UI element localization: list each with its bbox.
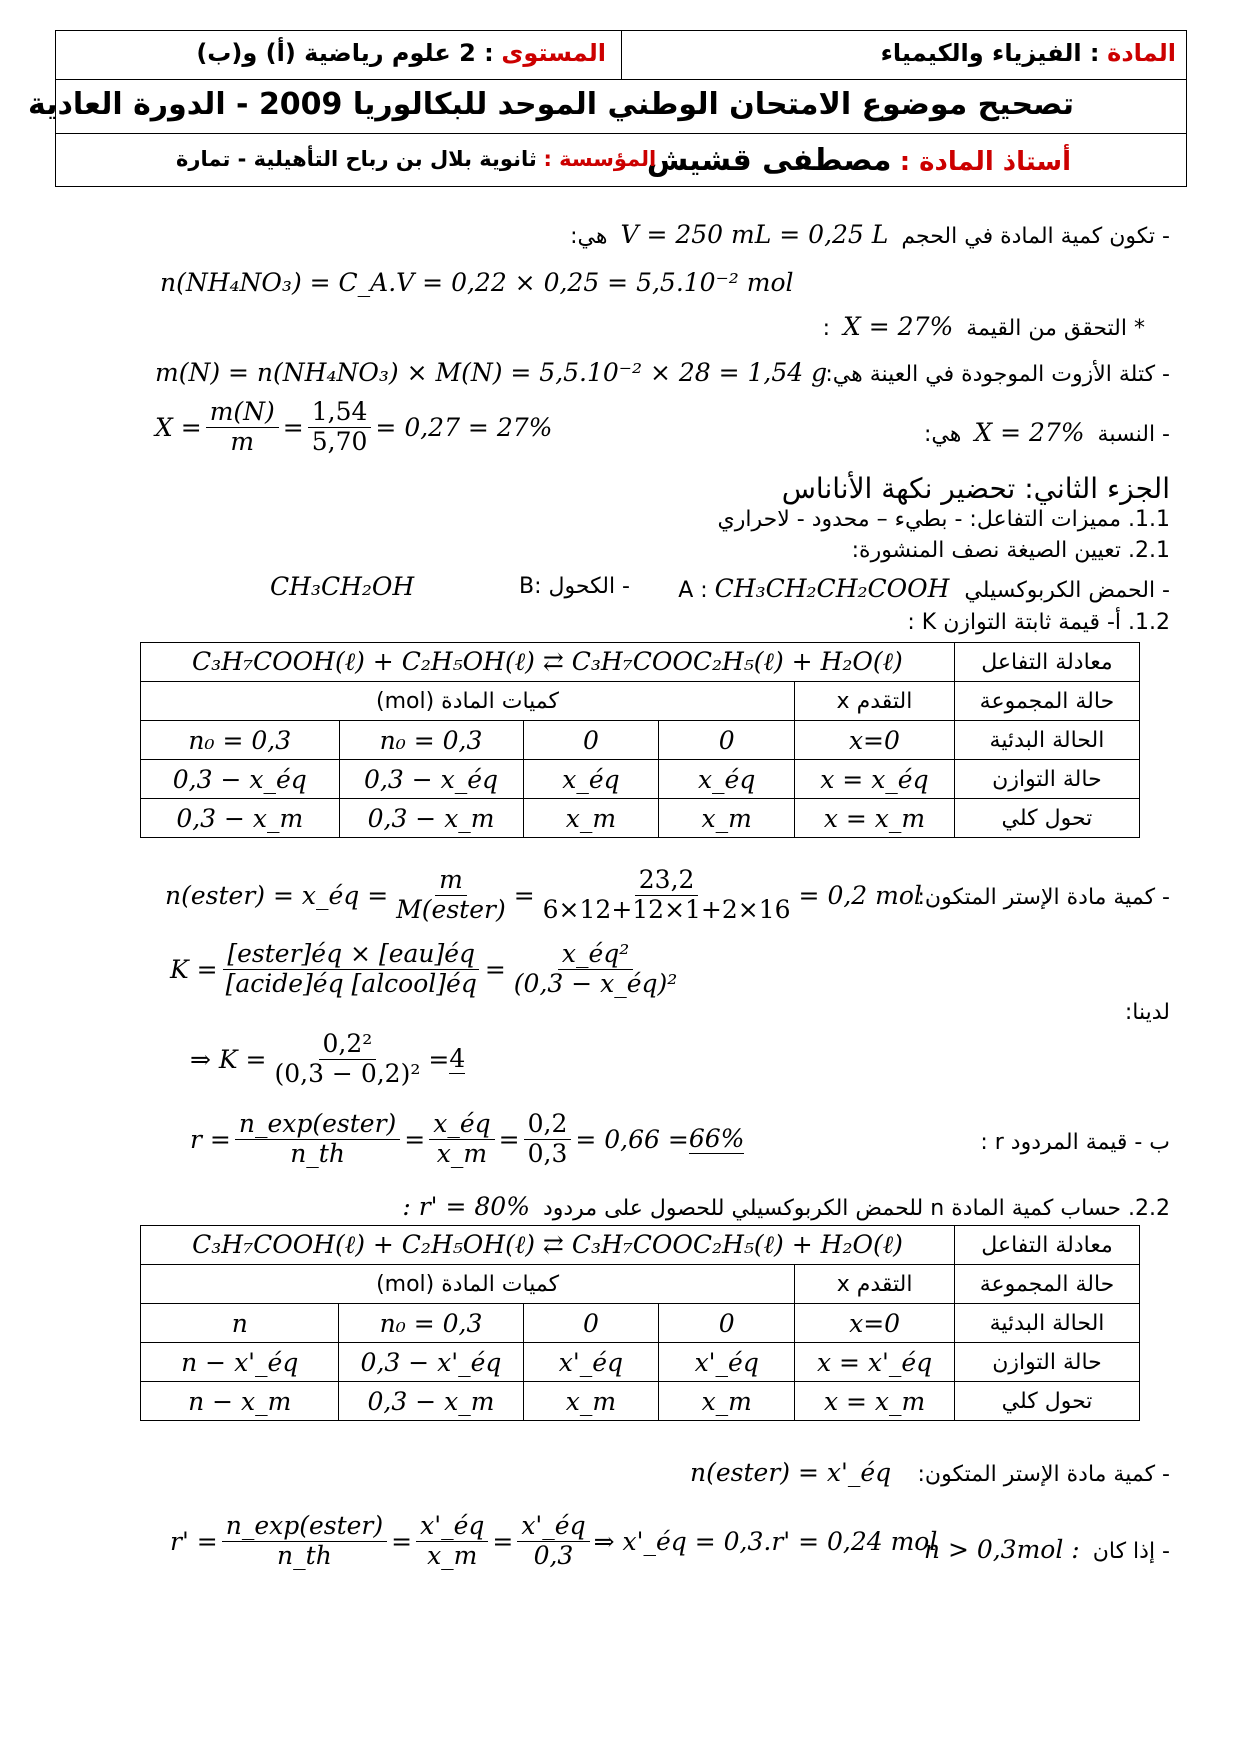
teacher-cell bbox=[647, 143, 1071, 178]
alcohol-formula: CH₃CH₂OH bbox=[270, 572, 415, 601]
k-num: [ester]éq × [eau]éq bbox=[223, 940, 479, 970]
ester-den1: M(ester) bbox=[396, 894, 506, 924]
t1-cell: n₀ = 0,3 bbox=[141, 721, 340, 760]
q22-line bbox=[402, 1192, 1170, 1221]
header-row-title bbox=[28, 79, 1186, 134]
school-label: المؤسسة : bbox=[543, 147, 657, 171]
k-den2: (0,3 − x_éq)² bbox=[513, 968, 678, 998]
table-row bbox=[141, 799, 1140, 838]
t2-equation: C₃H₇COOH(ℓ) + C₂H₅OH(ℓ) ⇄ C₃H₇COOC₂H₅(ℓ) + H₂O(ℓ) bbox=[141, 1226, 955, 1265]
t1-cell: 0 bbox=[523, 721, 659, 760]
ratio-result: = 0,27 = 27% bbox=[375, 412, 553, 442]
t2-label-initial: الحالة البدئية bbox=[955, 1304, 1140, 1343]
ratio-num2: 1,54 bbox=[308, 398, 372, 428]
t2-cell: n − x_m bbox=[141, 1382, 339, 1421]
t2-cell: 0,3 − x_m bbox=[339, 1382, 523, 1421]
header-box bbox=[28, 30, 1187, 187]
teacher-name: مصطفى قشيش bbox=[646, 143, 892, 178]
ratio-head-math: X = 27% bbox=[974, 418, 1085, 447]
t2-cell: x_m bbox=[523, 1382, 659, 1421]
t1-cell: x_m bbox=[523, 799, 659, 838]
t2-label-equation: معادلة التفاعل bbox=[955, 1226, 1140, 1265]
header-row-teacher bbox=[56, 135, 1186, 185]
ester-lhs: n(ester) = x_éq = bbox=[165, 880, 389, 910]
if-line bbox=[924, 1535, 1170, 1564]
level-cell: المستوى : 2 علوم رياضية (أ) و(ب) bbox=[196, 39, 606, 67]
t1-progress-header: التقدم x bbox=[795, 682, 955, 721]
k-num2: x_éq² bbox=[558, 940, 633, 970]
t2-cell: 0 bbox=[659, 1304, 795, 1343]
r2-den3: 0,3 bbox=[533, 1540, 574, 1570]
if-math: : n > 0,3mol bbox=[923, 1535, 1080, 1564]
subject-value: الفيزياء والكيمياء bbox=[880, 39, 1082, 67]
t1-cell: 0 bbox=[659, 721, 795, 760]
t1-cell: x_éq bbox=[523, 760, 659, 799]
t2-cell: n bbox=[141, 1304, 339, 1343]
ratio-equation: X = $\frac{m(N)}{m}$ = $\frac{1,54}{5,70}$ = 0,27 = 27% bbox=[155, 397, 553, 456]
t2-amounts-header: كميات المادة (mol) bbox=[141, 1265, 795, 1304]
t2-cell: x = x'_éq bbox=[795, 1343, 955, 1382]
r-num2: x_éq bbox=[429, 1110, 494, 1140]
r2-lhs: r' = bbox=[170, 1526, 218, 1556]
if-text: - إذا كان bbox=[1092, 1539, 1170, 1564]
ester2-math: n(ester) = x'_éq bbox=[690, 1458, 892, 1487]
nitrogen-mass-equation: m(N) = n(NH₄NO₃) × M(N) = 5,5.10⁻² × 28 = 1,54 g bbox=[155, 358, 828, 387]
k-expression: K = $\frac{\text{[ester]éq × [eau]éq}}{\text{[acide]éq [alcool]éq}}$ = $\frac{\text{x\_éq²}}{\text{(0,3 − x\_éq)²}}$ bbox=[170, 940, 685, 999]
ester-amount-text: - كمية مادة الإستر المتكون: bbox=[917, 885, 1170, 910]
r-num1: n_exp(ester) bbox=[235, 1110, 400, 1140]
r2-den2: x_m bbox=[427, 1540, 478, 1570]
k2-den: (0,3 − 0,2)² bbox=[274, 1058, 421, 1088]
table-row bbox=[141, 1382, 1140, 1421]
level-label: المستوى bbox=[501, 39, 606, 67]
yield-text: ب - قيمة المردود r : bbox=[980, 1130, 1170, 1155]
t1-cell: 0,3 − x_éq bbox=[141, 760, 340, 799]
t2-cell: x_m bbox=[659, 1382, 795, 1421]
nitrogen-mass-text: - كتلة الأزوت الموجودة في العينة هي: bbox=[825, 362, 1170, 387]
table-row bbox=[141, 760, 1140, 799]
check-text: * التحقق من القيمة bbox=[966, 316, 1145, 341]
t1-cell: 0,3 − x_m bbox=[339, 799, 523, 838]
t1-amounts-header: كميات المادة (mol) bbox=[141, 682, 795, 721]
r-num3: 0,2 bbox=[524, 1110, 572, 1140]
k-lhs: K = bbox=[170, 954, 218, 984]
t1-cell: 0,3 − x_éq bbox=[339, 760, 523, 799]
volume-math: V = 250 mL = 0,25 L bbox=[620, 220, 889, 249]
reaction-table-2 bbox=[140, 1225, 1140, 1421]
t2-cell: n₀ = 0,3 bbox=[339, 1304, 523, 1343]
k2-num: 0,2² bbox=[319, 1030, 377, 1060]
t1-cell: x=0 bbox=[795, 721, 955, 760]
t2-label-total: تحول كلي bbox=[955, 1382, 1140, 1421]
alcohol-label: - الكحول :B bbox=[519, 574, 630, 599]
t2-cell: x=0 bbox=[795, 1304, 955, 1343]
table-row bbox=[141, 1304, 1140, 1343]
ratio-text: - النسبة bbox=[1097, 422, 1170, 447]
q12-text: 1.2. أ- قيمة ثابتة التوازن K : bbox=[907, 610, 1170, 635]
t1-label-equation: معادلة التفاعل bbox=[954, 643, 1139, 682]
t1-cell: n₀ = 0,3 bbox=[339, 721, 523, 760]
t1-equation: C₃H₇COOH(ℓ) + C₂H₅OH(ℓ) ⇄ C₃H₇COOC₂H₅(ℓ) + H₂O(ℓ) bbox=[141, 643, 955, 682]
t2-progress-header: التقدم x bbox=[795, 1265, 955, 1304]
q22-text: 2.2. حساب كمية المادة n للحمض الكربوكسيلي للحصول على مردود bbox=[542, 1196, 1170, 1221]
k2-result: 4 bbox=[449, 1044, 466, 1074]
t2-cell: n − x'_éq bbox=[141, 1343, 339, 1382]
t1-label-initial: الحالة البدئية bbox=[954, 721, 1139, 760]
r2-result: ⇒ x'_éq = 0,3.r' = 0,24 mol bbox=[593, 1526, 938, 1556]
ester-num2: 23,2 bbox=[635, 866, 699, 896]
t2-cell: 0 bbox=[523, 1304, 659, 1343]
amount-equation: n(NH₄NO₃) = C_A.V = 0,22 × 0,25 = 5,5.10⁻² mol bbox=[160, 268, 794, 297]
acid-formula: CH₃CH₂CH₂COOH bbox=[714, 574, 950, 603]
page-title: تصحيح موضوع الامتحان الوطني الموحد للبكالوريا 2009 - الدورة العادية bbox=[28, 87, 1074, 122]
ladina-text: لدينا: bbox=[1124, 1000, 1170, 1025]
k2-lhs: ⇒ K = bbox=[190, 1044, 267, 1074]
q11-text: 1.1. مميزات التفاعل: - بطيء – محدود - لاحراري bbox=[717, 507, 1170, 532]
part2-heading: الجزء الثاني: تحضير نكهة الأناناس bbox=[781, 472, 1170, 505]
t2-label-equilibrium: حالة التوازن bbox=[955, 1343, 1140, 1382]
r2-den1: n_th bbox=[277, 1540, 332, 1570]
q22-math: r' = 80% : bbox=[402, 1192, 530, 1221]
r2-num2: x'_éq bbox=[416, 1512, 488, 1542]
t1-label-total: تحول كلي bbox=[954, 799, 1139, 838]
table-row bbox=[141, 721, 1140, 760]
t2-cell: x = x_m bbox=[795, 1382, 955, 1421]
t2-cell: x'_éq bbox=[659, 1343, 795, 1382]
acid-line bbox=[678, 574, 1170, 603]
t2-label-state: حالة المجموعة bbox=[955, 1265, 1140, 1304]
ratio-den2: 5,70 bbox=[311, 426, 368, 456]
ester2-text: - كمية مادة الإستر المتكون: bbox=[917, 1462, 1170, 1487]
volume-line bbox=[570, 220, 1170, 249]
t1-label-state: حالة المجموعة bbox=[954, 682, 1139, 721]
ester-amount-equation: n(ester) = x_éq = $\frac{m}{\text{M(ester)}}$ = $\frac{23,2}{6\times 12+12\times 1+2\times 16}$ = 0,2 mol bbox=[165, 865, 922, 924]
table-row bbox=[141, 1343, 1140, 1382]
t1-cell: 0,3 − x_m bbox=[141, 799, 340, 838]
r-lhs: r = bbox=[190, 1124, 231, 1154]
header-divider bbox=[621, 31, 622, 79]
t2-cell: 0,3 − x'_éq bbox=[339, 1343, 523, 1382]
school-value: ثانوية بلال بن رباح التأهيلية - تمارة bbox=[176, 147, 537, 171]
t1-cell: x = x_éq bbox=[795, 760, 955, 799]
volume-tail: هي: bbox=[570, 224, 608, 249]
teacher-label: أستاذ المادة : bbox=[899, 147, 1071, 177]
alcohol-line bbox=[519, 574, 630, 599]
ratio-den1: m bbox=[230, 426, 255, 456]
ester-den2: 6×12+12×1+2×16 bbox=[542, 894, 791, 924]
r-result: = 0,66 = bbox=[575, 1124, 689, 1154]
check-line: * التحقق من القيمة X = 27% : bbox=[822, 312, 1145, 341]
check-math: X = 27% bbox=[843, 312, 954, 341]
school-cell bbox=[176, 147, 656, 171]
r-percent: 66% bbox=[688, 1124, 745, 1154]
acid-label: - الحمض الكربوكسيلي A : bbox=[678, 578, 1170, 603]
r-den2: x_m bbox=[436, 1138, 488, 1168]
ratio-num1: m(N) bbox=[206, 398, 279, 428]
r-den3: 0,3 bbox=[527, 1138, 568, 1168]
t1-cell: x_m bbox=[659, 799, 795, 838]
reaction-table-1 bbox=[140, 642, 1140, 838]
r-den1: n_th bbox=[290, 1138, 345, 1168]
level-value: 2 علوم رياضية (أ) و(ب) bbox=[196, 39, 476, 67]
k-value: ⇒ K = $\frac{\text{0,2²}}{\text{(0,3 − 0,2)²}}$ = 4 bbox=[190, 1029, 466, 1088]
ester-result: = 0,2 mol bbox=[798, 880, 922, 910]
ratio-line bbox=[924, 418, 1170, 447]
yield2-equation: r' = $\frac{\text{n\_exp(ester)}}{n\_th}$ = $\frac{x'\_éq}{x\_m}$ = $\frac{x'\_éq}{0,3}$ ⇒ x'_éq = 0,3.r' = 0,24 mol bbox=[170, 1511, 938, 1570]
volume-text: - تكون كمية المادة في الحجم bbox=[901, 224, 1170, 249]
ratio-tail: هي: bbox=[923, 422, 962, 447]
header-row-subject bbox=[56, 31, 1186, 80]
r2-num1: n_exp(ester) bbox=[222, 1512, 387, 1542]
yield-equation: r = $\frac{\text{n\_exp(ester)}}{n\_th}$ = $\frac{x\_éq}{x\_m}$ = $\frac{0,2}{0,3}$ = 0,66 = 66% bbox=[190, 1109, 745, 1168]
ester-num1: m bbox=[435, 866, 467, 896]
subject-cell: المادة : الفيزياء والكيمياء bbox=[880, 39, 1176, 67]
k-den: [acide]éq [alcool]éq bbox=[225, 968, 477, 998]
t1-cell: x = x_m bbox=[795, 799, 955, 838]
t1-cell: x_éq bbox=[659, 760, 795, 799]
r2-num3: x'_éq bbox=[517, 1512, 589, 1542]
q21-text: 2.1. تعيين الصيغة نصف المنشورة: bbox=[851, 538, 1170, 563]
t1-label-equilibrium: حالة التوازن bbox=[954, 760, 1139, 799]
subject-label: المادة bbox=[1107, 39, 1176, 67]
t2-cell: x'_éq bbox=[523, 1343, 659, 1382]
